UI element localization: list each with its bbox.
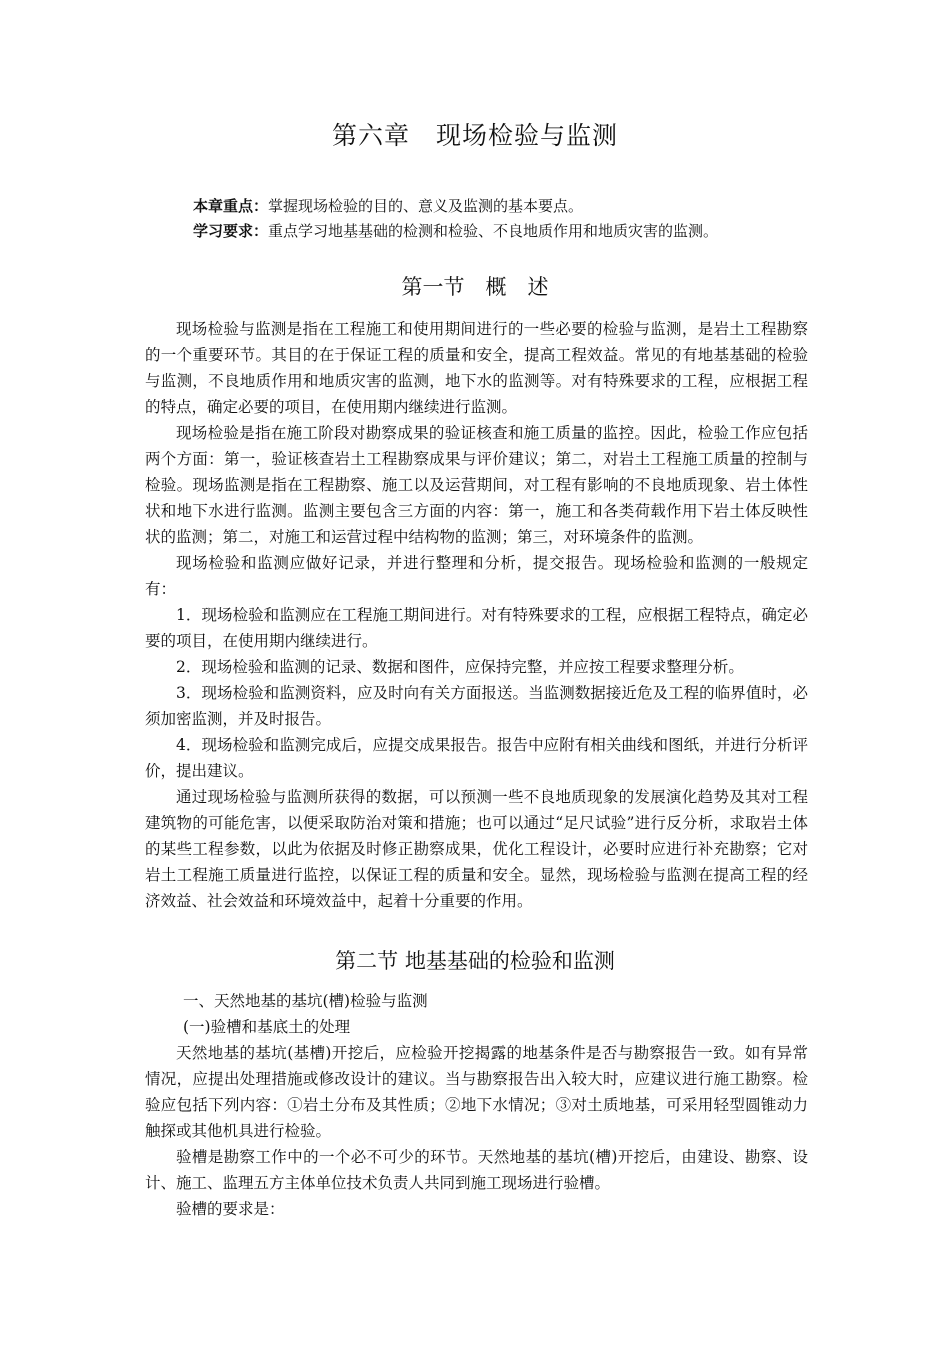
section-1-title: 第一节 概 述 [401, 275, 549, 299]
section-2-title: 第二节 地基基础的检验和监测 [335, 949, 615, 973]
requirement-text: 重点学习地基基础的检测和检验、不良地质作用和地质灾害的监测。 [268, 222, 719, 240]
paragraph: 通过现场检验与监测所获得的数据，可以预测一些不良地质现象的发展演化趋势及其对工程建筑物的可能危害，以便采取防治对策和措施；也可以通过“足尺试验”进行反分析，求取岩土体的某些工程参数，以此为依据及时修正勘察成果，优化工程设计，必要时应进行补充勘察；它对岩土工程施工质量进行监控，以保证工程的质量和安全。显然，现场检验与监测在提高工程的经济效益、社会效益和环境效益中，起着十分重要的作用。 [145, 788, 808, 910]
subheading: 一、天然地基的基坑(槽)检验与监测 [183, 992, 428, 1010]
paragraph: 现场检验和监测应做好记录，并进行整理和分析，提交报告。现场检验和监测的一般规定有： [145, 554, 808, 598]
focus-label: 本章重点： [193, 197, 269, 215]
paragraph: 验槽的要求是： [176, 1200, 285, 1218]
requirement-line [193, 219, 718, 244]
paragraph: 验槽是勘察工作中的一个必不可少的环节。天然地基的基坑(槽)开挖后，由建设、勘察、设计、施工、监理五方主体单位技术负责人共同到施工现场进行验槽。 [145, 1148, 808, 1192]
list-item: 1．现场检验和监测应在工程施工期间进行。对有特殊要求的工程，应根据工程特点，确定必要的项目，在使用期内继续进行。 [145, 606, 808, 650]
section-2-body [145, 988, 808, 1222]
section-1-body [145, 316, 808, 914]
list-item: 4．现场检验和监测完成后，应提交成果报告。报告中应附有相关曲线和图纸，并进行分析评价，提出建议。 [145, 736, 808, 780]
focus-text: 掌握现场检验的目的、意义及监测的基本要点。 [268, 197, 584, 215]
chapter-key-points [193, 194, 718, 244]
list-item: 2．现场检验和监测的记录、数据和图件，应保持完整，并应按工程要求整理分析。 [176, 658, 744, 676]
chapter-title: 第六章 现场检验与监测 [331, 121, 618, 150]
paragraph: 天然地基的基坑(基槽)开挖后，应检验开挖揭露的地基条件是否与勘察报告一致。如有异常情况，应提出处理措施或修改设计的建议。当与勘察报告出入较大时，应建议进行施工勘察。检验应包括下列内容：①岩土分布及其性质；②地下水情况；③对土质地基，可采用轻型圆锥动力触探或其他机具进行检验。 [145, 1044, 808, 1140]
paragraph: 现场检验是指在施工阶段对勘察成果的验证核查和施工质量的监控。因此，检验工作应包括两个方面：第一，验证核查岩土工程勘察成果与评价建议；第二，对岩土工程施工质量的控制与检验。现场监测是指在工程勘察、施工以及运营期间，对工程有影响的不良地质现象、岩土体性状和地下水进行监测。监测主要包含三方面的内容：第一，施工和各类荷载作用下岩土体反映性状的监测；第二，对施工和运营过程中结构物的监测；第三，对环境条件的监测。 [145, 424, 808, 546]
focus-line [193, 194, 718, 219]
subheading: (一)验槽和基底土的处理 [183, 1018, 351, 1036]
list-item: 3．现场检验和监测资料，应及时向有关方面报送。当监测数据接近危及工程的临界值时，必须加密监测，并及时报告。 [145, 684, 808, 728]
requirement-label: 学习要求： [193, 222, 269, 240]
paragraph: 现场检验与监测是指在工程施工和使用期间进行的一些必要的检验与监测，是岩土工程勘察的一个重要环节。其目的在于保证工程的质量和安全，提高工程效益。常见的有地基基础的检验与监测，不良地质作用和地质灾害的监测，地下水的监测等。对有特殊要求的工程，应根据工程的特点，确定必要的项目，在使用期内继续进行监测。 [145, 320, 808, 416]
